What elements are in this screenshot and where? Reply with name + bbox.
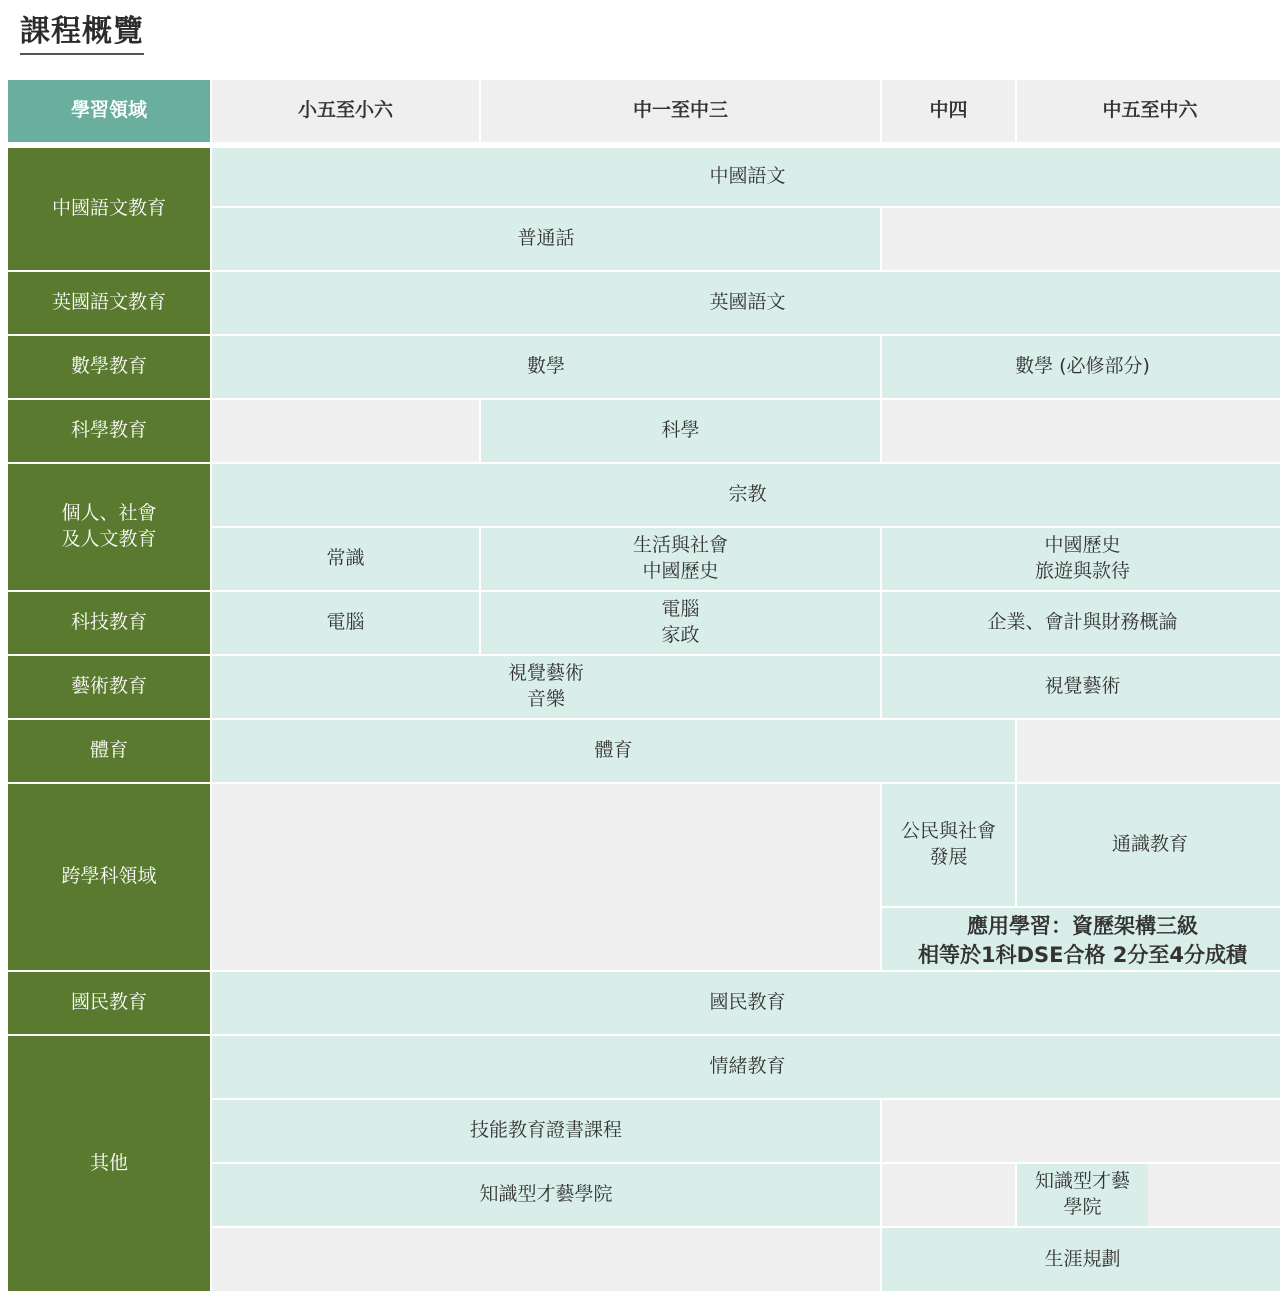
subject-chinese-language: 中國語文	[212, 148, 1280, 206]
subject-chinese-history-senior: 中國歷史	[1044, 534, 1121, 557]
subject-general-studies: 常識	[212, 528, 479, 590]
subject-junior-humanities	[481, 528, 880, 590]
header-learning-area: 學習領域	[8, 80, 210, 142]
subject-talent-academy-senior-line2: 學院	[1063, 1196, 1102, 1218]
subject-putonghua: 普通話	[212, 208, 880, 270]
subject-junior-arts	[212, 656, 880, 718]
subject-mathematics: 數學	[212, 336, 880, 398]
area-technology: 科技教育	[8, 592, 210, 654]
header-s1-s3: 中一至中三	[481, 80, 880, 142]
subject-career-planning: 生涯規劃	[882, 1228, 1280, 1291]
subject-citizenship-line1: 公民與社會	[900, 820, 996, 843]
header-s4: 中四	[882, 80, 1015, 142]
empty-cell	[212, 1228, 880, 1291]
header-p5-p6: 小五至小六	[212, 80, 479, 142]
applied-learning-title: 應用學習：資歷架構三級	[967, 914, 1198, 938]
area-humanities-line2: 及人文教育	[61, 528, 157, 550]
empty-cell	[882, 208, 1280, 270]
curriculum-table	[8, 80, 1275, 1291]
area-chinese: 中國語文教育	[8, 148, 210, 270]
subject-skills-certificate: 技能教育證書課程	[212, 1100, 880, 1162]
empty-cell	[212, 400, 479, 462]
subject-junior-technology	[481, 592, 880, 654]
subject-life-society: 生活與社會	[632, 534, 728, 557]
area-science: 科學教育	[8, 400, 210, 462]
area-pe: 體育	[8, 720, 210, 782]
subject-music: 音樂	[526, 688, 565, 710]
subject-chinese-history: 中國歷史	[642, 560, 719, 582]
empty-cell	[1017, 720, 1280, 782]
area-humanities	[8, 464, 210, 590]
subject-citizenship	[882, 784, 1015, 906]
subject-talent-academy-senior-line1: 知識型才藝	[1034, 1170, 1130, 1193]
subject-visual-arts-senior: 視覺藝術	[882, 656, 1280, 718]
subject-pe: 體育	[212, 720, 1015, 782]
area-humanities-line1: 個人、社會	[61, 502, 157, 525]
subject-senior-humanities	[882, 528, 1280, 590]
area-math: 數學教育	[8, 336, 210, 398]
subject-talent-academy-senior	[1017, 1164, 1148, 1226]
area-english: 英國語文教育	[8, 272, 210, 334]
empty-cell	[1148, 1164, 1280, 1226]
subject-citizenship-line2: 發展	[929, 846, 968, 868]
empty-cell	[882, 1100, 1280, 1162]
page-title: 課程概覽	[20, 6, 144, 55]
empty-cell	[212, 784, 880, 970]
subject-computer-junior: 電腦	[661, 598, 700, 621]
area-national-education: 國民教育	[8, 972, 210, 1034]
empty-cell	[882, 400, 1280, 462]
subject-tourism: 旅遊與款待	[1034, 560, 1130, 582]
area-cross-curricular: 跨學科領域	[8, 784, 210, 970]
talent-academy-senior-wrap	[1017, 1164, 1280, 1226]
header-s5-s6: 中五至中六	[1017, 80, 1280, 142]
applied-learning-block	[882, 908, 1280, 970]
subject-liberal-studies: 通識教育	[1017, 784, 1280, 906]
area-arts: 藝術教育	[8, 656, 210, 718]
subject-computer-primary: 電腦	[212, 592, 479, 654]
subject-home-economics: 家政	[661, 624, 700, 646]
subject-talent-academy: 知識型才藝學院	[212, 1164, 880, 1226]
area-others: 其他	[8, 1036, 210, 1291]
applied-learning-subtitle: 相等於1科DSE合格 2分至4分成積	[917, 943, 1248, 968]
subject-religion: 宗教	[212, 464, 1280, 526]
subject-national-education: 國民教育	[212, 972, 1280, 1034]
subject-emotional-education: 情緒教育	[212, 1036, 1280, 1098]
subject-math-compulsory: 數學 (必修部分)	[882, 336, 1280, 398]
subject-bafs: 企業、會計與財務概論	[882, 592, 1280, 654]
subject-visual-arts-junior: 視覺藝術	[507, 662, 584, 685]
subject-science: 科學	[481, 400, 880, 462]
subject-english-language: 英國語文	[212, 272, 1280, 334]
empty-cell	[882, 1164, 1015, 1226]
